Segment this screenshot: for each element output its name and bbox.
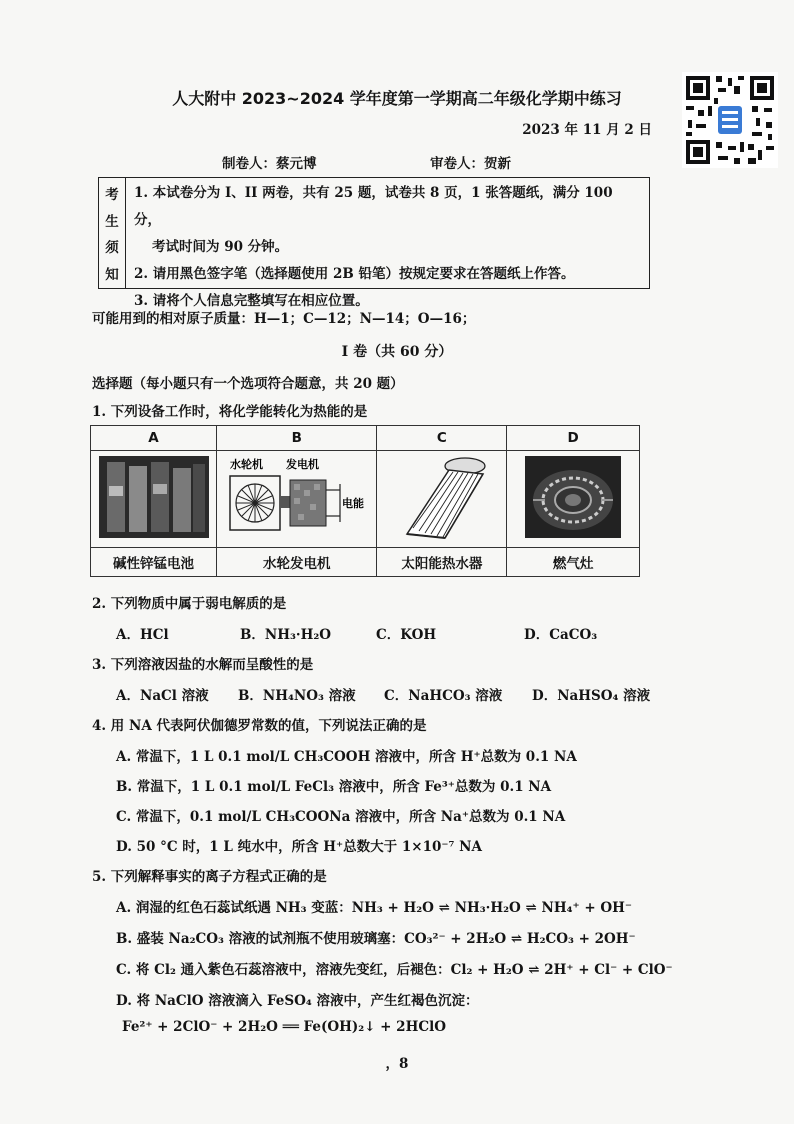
q1-label-c: 太阳能热水器 bbox=[377, 548, 507, 577]
q4-option-b: B. 常温下，1 L 0.1 mol/L FeCl₃ 溶液中，所含 Fe³⁺总数为 0.1 NA bbox=[116, 779, 552, 795]
q5-option-d-equation: Fe²⁺ + 2ClO⁻ + 2H₂O ══ Fe(OH)₂↓ + 2HClO bbox=[122, 1019, 446, 1035]
q2-option-b: B．NH₃·H₂O bbox=[240, 627, 332, 643]
battery-photo bbox=[99, 456, 209, 538]
q5-option-c: C. 将 Cl₂ 通入紫色石蕊溶液中，溶液先变红，后褪色：Cl₂ + H₂O ⇌ 2H⁺ + Cl⁻ + ClO⁻ bbox=[116, 962, 673, 978]
notice-side-char: 知 bbox=[105, 266, 119, 283]
qr-code[interactable] bbox=[682, 72, 778, 168]
q1-label-d: 燃气灶 bbox=[507, 548, 640, 577]
q3-options bbox=[116, 684, 650, 704]
exam-date: 2023 年 11 月 2 日 bbox=[522, 122, 652, 138]
exam-title: 人大附中 2023~2024 学年度第一学期高二年级化学期中练习 bbox=[172, 89, 622, 108]
q1-image-b bbox=[217, 451, 377, 548]
q4-option-a: A. 常温下，1 L 0.1 mol/L CH₃COOH 溶液中，所含 H⁺总数为 0.1 NA bbox=[116, 749, 577, 765]
q1-header-c: C bbox=[377, 426, 507, 451]
notice-side-label bbox=[99, 178, 126, 288]
q1-header-b: B bbox=[217, 426, 377, 451]
q5-option-d: D. 将 NaClO 溶液滴入 FeSO₄ 溶液中，产生红褐色沉淀： bbox=[116, 993, 479, 1009]
atomic-masses: 可能用到的相对原子质量：H—1；C—12；N—14；O—16； bbox=[92, 311, 476, 327]
q1-image-d bbox=[507, 451, 640, 548]
generator-label: 发电机 bbox=[285, 458, 319, 471]
q1-header-a: A bbox=[91, 426, 217, 451]
q5-option-a: A. 润湿的红色石蕊试纸遇 NH₃ 变蓝：NH₃ + H₂O ⇌ NH₃·H₂O ⇌ NH₄⁺ + OH⁻ bbox=[116, 900, 632, 916]
notice-item-1: 1. 本试卷分为 I、II 两卷，共有 25 题，试卷共 8 页，1 张答题纸，满分 100 分， bbox=[134, 185, 613, 228]
choice-intro: 选择题（每小题只有一个选项符合题意，共 20 题） bbox=[92, 376, 404, 392]
q3-option-b: B．NH₄NO₃ 溶液 bbox=[238, 688, 356, 704]
q1-label-b: 水轮发电机 bbox=[217, 548, 377, 577]
q4-option-d: D. 50 °C 时，1 L 纯水中，所含 H⁺总数大于 1×10⁻⁷ NA bbox=[116, 839, 482, 855]
candidate-notice-box bbox=[98, 177, 650, 309]
q1-image-c bbox=[377, 451, 507, 548]
q2-option-d: D．CaCO₃ bbox=[524, 627, 598, 643]
q5-stem: 5. 下列解释事实的离子方程式正确的是 bbox=[92, 869, 327, 885]
turbine-label: 水轮机 bbox=[229, 458, 263, 471]
notice-side-char: 须 bbox=[105, 240, 119, 257]
q1-image-a bbox=[91, 451, 217, 548]
q3-stem: 3. 下列溶液因盐的水解而呈酸性的是 bbox=[92, 657, 314, 673]
notice-item-2: 2. 请用黑色签字笔（选择题使用 2B 铅笔）按规定要求在答题纸上作答。 bbox=[134, 266, 575, 282]
exam-maker: 制卷人：蔡元博 bbox=[222, 156, 317, 172]
q3-option-c: C．NaHCO₃ 溶液 bbox=[384, 688, 503, 704]
q2-options bbox=[116, 623, 597, 643]
q1-header-d: D bbox=[507, 426, 640, 451]
gas-stove-photo bbox=[525, 456, 621, 538]
q3-option-a: A．NaCl 溶液 bbox=[116, 688, 209, 704]
notice-item-3: 3. 请将个人信息完整填写在相应位置。 bbox=[134, 293, 369, 309]
notice-side-char: 生 bbox=[105, 213, 119, 230]
water-turbine-diagram bbox=[222, 454, 372, 540]
q4-stem: 4. 用 NA 代表阿伏伽德罗常数的值，下列说法正确的是 bbox=[92, 718, 427, 734]
q1-label-a: 碱性锌锰电池 bbox=[91, 548, 217, 577]
electric-energy-label: 电能 bbox=[341, 497, 364, 510]
solar-heater-sketch bbox=[387, 454, 497, 540]
page-number: ，8 bbox=[385, 1056, 409, 1072]
q1-stem: 1. 下列设备工作时，将化学能转化为热能的是 bbox=[92, 404, 368, 420]
q2-stem: 2. 下列物质中属于弱电解质的是 bbox=[92, 596, 287, 612]
q2-option-c: C．KOH bbox=[376, 627, 437, 643]
notice-body bbox=[126, 178, 649, 309]
q4-option-c: C. 常温下，0.1 mol/L CH₃COONa 溶液中，所含 Na⁺总数为 0.1 NA bbox=[116, 809, 566, 825]
q1-device-table bbox=[90, 425, 640, 577]
section-title: I 卷（共 60 分） bbox=[341, 344, 453, 360]
exam-reviewer: 审卷人：贺新 bbox=[430, 156, 511, 172]
q5-option-b: B. 盛装 Na₂CO₃ 溶液的试剂瓶不使用玻璃塞：CO₃²⁻ + 2H₂O ⇌ H₂CO₃ + 2OH⁻ bbox=[116, 931, 636, 947]
q3-option-d: D．NaHSO₄ 溶液 bbox=[532, 688, 651, 704]
notice-item-1-cont: 考试时间为 90 分钟。 bbox=[152, 239, 289, 255]
notice-side-char: 考 bbox=[105, 187, 119, 204]
q2-option-a: A．HCl bbox=[116, 627, 169, 643]
